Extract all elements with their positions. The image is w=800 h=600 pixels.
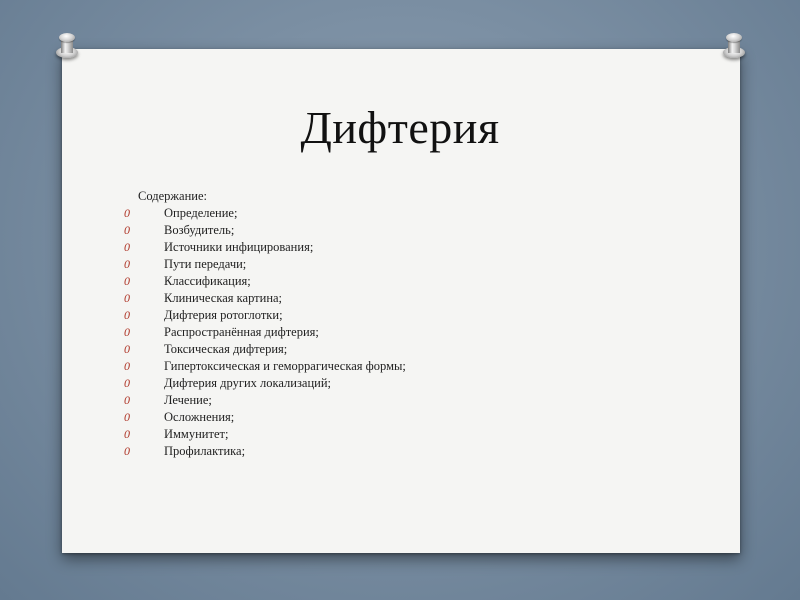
pushpin-left-icon — [56, 33, 78, 59]
list-item — [124, 239, 697, 256]
list-item-label: Классификация; — [164, 274, 251, 288]
bullet-marker: 0 — [124, 444, 130, 458]
list-item-label: Возбудитель; — [164, 223, 235, 237]
bullet-marker: 0 — [124, 342, 130, 356]
list-item-label: Профилактика; — [164, 444, 246, 458]
list-item — [124, 358, 697, 375]
bullet-marker: 0 — [124, 359, 130, 373]
list-item-label: Определение; — [164, 206, 238, 220]
list-item-label: Лечение; — [164, 393, 212, 407]
contents-heading: Содержание: — [138, 189, 207, 203]
list-item — [124, 205, 697, 222]
list-item — [124, 273, 697, 290]
list-item — [124, 307, 697, 324]
bullet-marker: 0 — [124, 291, 130, 305]
list-item — [124, 375, 697, 392]
contents-list — [124, 205, 697, 460]
bullet-marker: 0 — [124, 308, 130, 322]
slide-title: Дифтерия — [300, 102, 500, 153]
list-item — [124, 341, 697, 358]
list-item — [124, 426, 697, 443]
bullet-marker: 0 — [124, 257, 130, 271]
list-item — [124, 290, 697, 307]
list-item-label: Иммунитет; — [164, 427, 229, 441]
bullet-marker: 0 — [124, 274, 130, 288]
list-item-label: Распространённая дифтерия; — [164, 325, 319, 339]
bullet-marker: 0 — [124, 240, 130, 254]
bullet-marker: 0 — [124, 393, 130, 407]
list-item-label: Осложнения; — [164, 410, 235, 424]
bullet-marker: 0 — [124, 427, 130, 441]
list-item-label: Токсическая дифтерия; — [164, 342, 288, 356]
bullet-marker: 0 — [124, 410, 130, 424]
list-item-label: Дифтерия других локализаций; — [164, 376, 332, 390]
list-item-label: Источники инфицирования; — [164, 240, 314, 254]
list-item — [124, 392, 697, 409]
bullet-marker: 0 — [124, 325, 130, 339]
bullet-marker: 0 — [124, 223, 130, 237]
list-item-label: Пути передачи; — [164, 257, 247, 271]
pushpin-right-icon — [723, 33, 745, 59]
list-item — [124, 409, 697, 426]
slide-content — [124, 188, 697, 460]
list-item — [124, 222, 697, 239]
list-item-label: Клиническая картина; — [164, 291, 283, 305]
list-item-label: Дифтерия ротоглотки; — [164, 308, 283, 322]
list-item — [124, 256, 697, 273]
bullet-marker: 0 — [124, 376, 130, 390]
bullet-marker: 0 — [124, 206, 130, 220]
list-item — [124, 324, 697, 341]
list-item — [124, 443, 697, 460]
list-item-label: Гипертоксическая и геморрагическая формы; — [164, 359, 406, 373]
